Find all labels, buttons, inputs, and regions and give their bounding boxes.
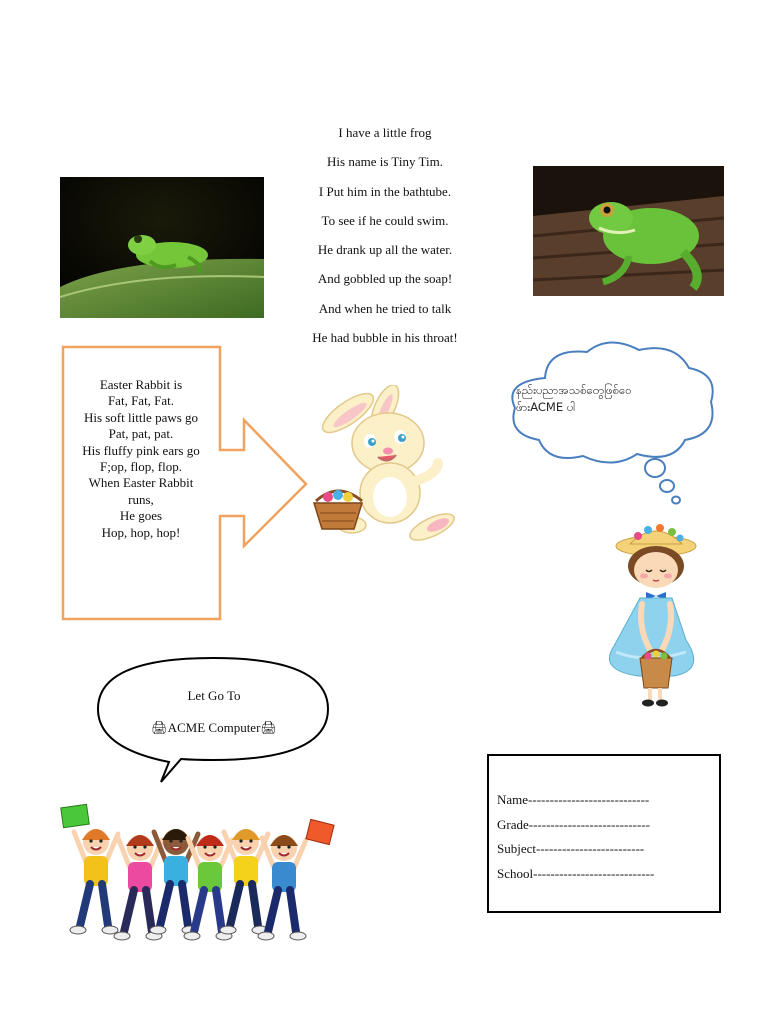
poem-line: And when he tried to talk <box>318 300 452 316</box>
poem-line: I Put him in the bathtube. <box>318 183 452 199</box>
poem-line: His name is Tiny Tim. <box>327 154 443 170</box>
name-field[interactable]: Name---------------------------- <box>497 792 650 807</box>
speech-bubble-text: Let Go To 🖨ACME Computer🖨 <box>151 688 277 735</box>
grade-field[interactable]: Grade---------------------------- <box>497 816 650 832</box>
rabbit-poem-line: runs, <box>128 491 154 507</box>
poem-line: He had bubble in his throat! <box>312 330 458 346</box>
rabbit-poem-line: Pat, pat, pat. <box>108 426 174 442</box>
thought-bubble-text: နည်းပညာအသစ်တွေဖြစ်ဝေ ဖ်ားACME ပါ <box>516 383 632 414</box>
rabbit-poem-line: He goes <box>119 508 163 524</box>
frog-poem <box>285 118 485 352</box>
girl-with-basket-illustration <box>590 520 710 710</box>
poem-line: To see if he could swim. <box>321 212 449 228</box>
student-info-fields <box>497 788 654 886</box>
jumping-kids-illustration <box>58 800 340 945</box>
rabbit-poem-line: When Easter Rabbit <box>88 475 194 491</box>
rabbit-poem-line: Easter Rabbit is <box>99 377 183 392</box>
rabbit-poem-line: F;op, flop, flop. <box>100 459 182 475</box>
school-field[interactable]: School---------------------------- <box>497 865 655 881</box>
subject-field[interactable]: Subject------------------------- <box>497 841 645 856</box>
frog-photo-left <box>60 177 264 318</box>
easter-rabbit-illustration <box>290 385 460 550</box>
rabbit-poem-line: Hop, hop, hop! <box>101 524 181 540</box>
rabbit-poem <box>70 377 212 541</box>
thought-bubble <box>505 338 720 508</box>
poem-line: I have a little frog <box>338 125 432 140</box>
poem-line: And gobbled up the soap! <box>317 271 453 287</box>
frog-photo-right <box>533 166 724 296</box>
rabbit-poem-line: Fat, Fat, Fat. <box>107 393 175 409</box>
poem-line: He drank up all the water. <box>317 242 453 258</box>
rabbit-poem-line: His soft little paws go <box>83 409 199 425</box>
rabbit-poem-line: His fluffy pink ears go <box>82 442 200 458</box>
